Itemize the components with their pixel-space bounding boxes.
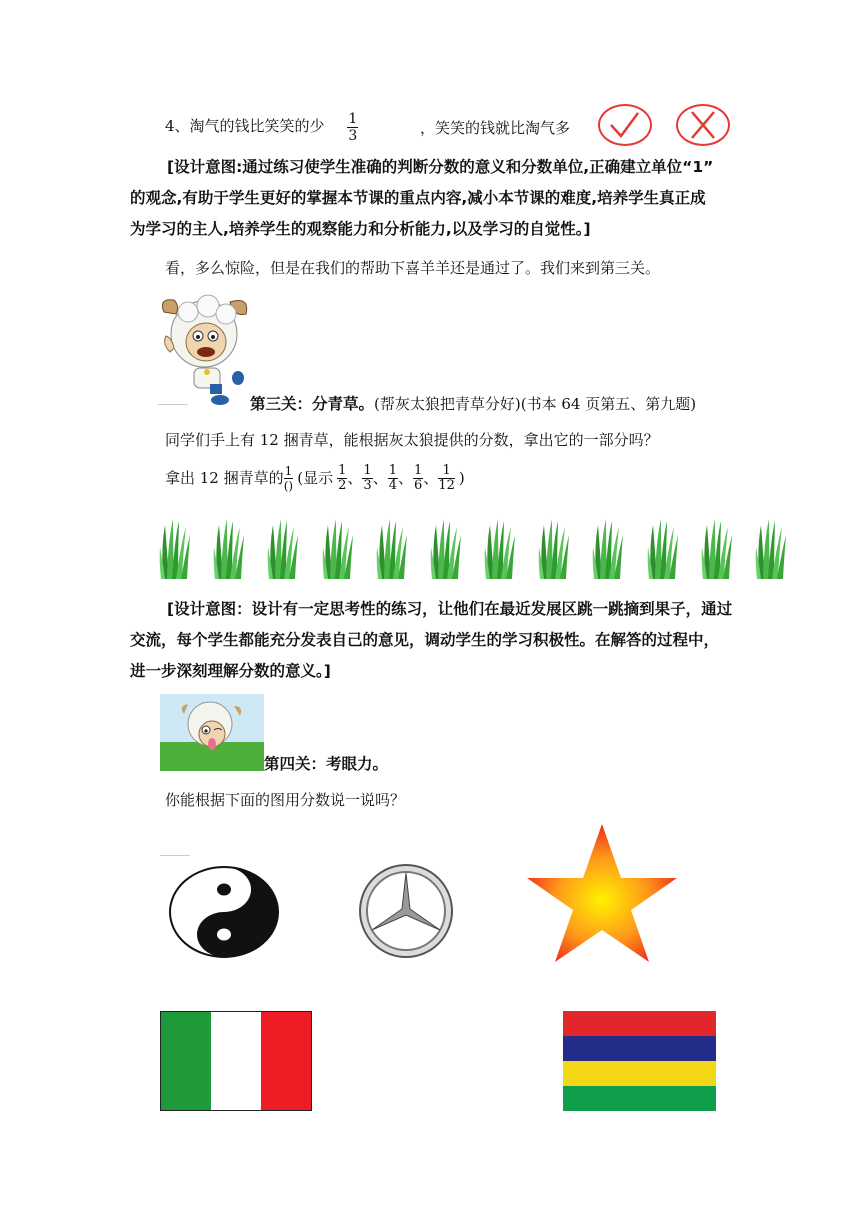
grass-icon — [213, 517, 245, 579]
show-open: (显示 — [297, 469, 334, 487]
fraction-denominator: 12 — [438, 477, 455, 493]
separator: 、 — [423, 469, 439, 487]
fraction-numerator: 1 — [348, 110, 358, 127]
flag-stripe-red — [261, 1012, 311, 1110]
level-3-heading — [250, 392, 696, 414]
mauritius-flag — [563, 1011, 716, 1111]
star-icon — [527, 820, 677, 964]
transition-text: 看，多么惊险，但是在我们的帮助下喜羊羊还是通过了。我们来到第三关。 — [165, 259, 661, 277]
grass-icon — [159, 517, 191, 579]
design-intent-1-line1: [设计意图:通过练习使学生准确的判断分数的意义和分数单位,正确建立单位“1” — [167, 158, 714, 176]
show-close: ) — [458, 469, 465, 487]
fraction-numerator: 1 — [388, 462, 397, 478]
fraction-numerator: 1 — [363, 462, 372, 478]
fraction-twelfth — [438, 464, 455, 493]
mercedes-logo-icon — [356, 862, 456, 960]
grass-icon — [322, 517, 354, 579]
separator: 、 — [347, 469, 363, 487]
grass-icon — [484, 517, 516, 579]
design-intent-2-line1: [设计意图：设计有一定思考性的练习，让他们在最近发展区跳一跳摘到果子，通过 — [167, 600, 733, 618]
design-intent-2-line3: 进一步深刻理解分数的意义。] — [130, 662, 331, 680]
fraction-numerator: 1 — [338, 462, 347, 478]
cross-mark-icon[interactable] — [676, 104, 730, 146]
grass-icon — [538, 517, 570, 579]
image-underline — [160, 855, 190, 856]
question-4-suffix: ，笑笑的钱就比淘气多 — [420, 119, 571, 137]
fraction-sixth — [413, 464, 423, 493]
level-3-note: (帮灰太狼把青草分好)(书本 64 页第五、第九题) — [374, 395, 697, 413]
grass-icon — [376, 517, 408, 579]
level-3-title: 第三关：分青草。 — [250, 395, 375, 413]
fraction-one-third — [347, 111, 358, 144]
separator: 、 — [372, 469, 388, 487]
fraction-numerator: 1 — [438, 464, 455, 479]
question-4-prefix: 4、淘气的钱比笑笑的少 — [165, 117, 325, 135]
grass-icon — [755, 517, 787, 579]
design-intent-1-line3: 为学习的主人,培养学生的观察能力和分析能力,以及学习的自觉性。] — [130, 220, 591, 238]
flag-stripe-yellow — [563, 1061, 716, 1086]
design-intent-1 — [130, 152, 800, 245]
fraction-numerator: 1 — [414, 462, 423, 478]
grass-icon — [701, 517, 733, 579]
take-fraction-line — [165, 458, 465, 498]
sheep-cartoon-icon — [160, 694, 264, 771]
flag-stripe-white — [211, 1012, 261, 1110]
question-4 — [165, 108, 358, 144]
flag-stripe-red — [563, 1011, 716, 1036]
fraction-denominator: () — [283, 478, 294, 493]
question-4-eyesight: 你能根据下面的图用分数说一说吗？ — [165, 791, 406, 809]
fraction-blank — [284, 464, 294, 493]
separator: 、 — [398, 469, 414, 487]
fraction-half — [337, 464, 347, 493]
fraction-denominator: 6 — [414, 477, 423, 493]
fraction-denominator: 4 — [388, 477, 397, 493]
flag-stripe-green — [563, 1086, 716, 1111]
grass-icon — [267, 517, 299, 579]
fraction-denominator: 3 — [363, 477, 372, 493]
italy-flag — [160, 1011, 312, 1111]
level-4-title: 第四关：考眼力。 — [264, 755, 389, 773]
grass-icon — [647, 517, 679, 579]
design-intent-2 — [130, 594, 800, 687]
question-3: 同学们手上有 12 捆青草，能根据灰太狼提供的分数，拿出它的一部分吗？ — [165, 431, 659, 449]
image-underline — [158, 404, 188, 405]
flag-stripe-blue — [563, 1036, 716, 1061]
fraction-denominator: 3 — [348, 127, 358, 144]
design-intent-2-line2: 交流，每个学生都能充分发表自己的意见，调动学生的学习积极性。在解答的过程中， — [130, 631, 720, 649]
take-prefix: 拿出 12 捆青草的 — [165, 469, 284, 487]
grass-icon — [592, 517, 624, 579]
fraction-denominator: 2 — [338, 477, 347, 493]
fraction-third — [362, 464, 372, 493]
fraction-quarter — [388, 464, 398, 493]
grass-icon — [430, 517, 462, 579]
flag-stripe-green — [161, 1012, 211, 1110]
sheep-cartoon-icon — [158, 292, 253, 407]
yin-yang-icon — [168, 864, 280, 960]
check-mark-icon[interactable] — [598, 104, 652, 146]
design-intent-1-line2: 的观念,有助于学生更好的掌握本节课的重点内容,减小本节课的难度,培养学生真正成 — [130, 189, 706, 207]
fraction-numerator: 1 — [284, 463, 293, 478]
